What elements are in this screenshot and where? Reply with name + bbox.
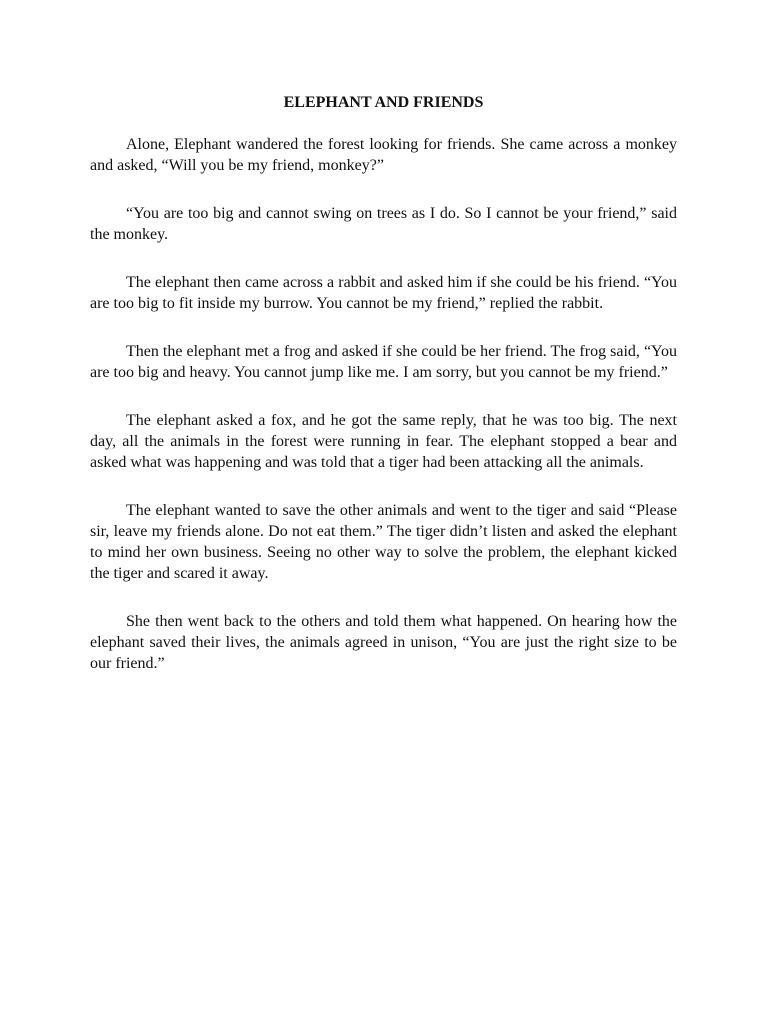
document-title: ELEPHANT AND FRIENDS	[283, 94, 484, 111]
paragraph-3: The elephant then came across a rabbit and asked him if she could be his friend. “You are too big to fit inside my burrow. You cannot be my friend,” replied the rabbit.	[90, 274, 677, 312]
paragraph-2: “You are too big and cannot swing on trees as I do. So I cannot be your friend,” said the monkey.	[90, 205, 677, 243]
paragraph-6: The elephant wanted to save the other animals and went to the tiger and said “Please sir, leave my friends alone. Do not eat them.” The tiger didn’t listen and asked the elephant to mind her own business. Seeing no other way to solve the problem, the elephant kicked the tiger and scared it away.	[90, 502, 677, 582]
paragraph-5: The elephant asked a fox, and he got the same reply, that he was too big. The next day, all the animals in the forest were running in fear. The elephant stopped a bear and asked what was happening and was told that a tiger had been attacking all the animals.	[90, 412, 677, 471]
paragraph-4: Then the elephant met a frog and asked if she could be her friend. The frog said, “You are too big and heavy. You cannot jump like me. I am sorry, but you cannot be my friend.”	[90, 343, 677, 381]
document-page	[90, 92, 677, 701]
paragraph-7: She then went back to the others and told them what happened. On hearing how the elephant saved their lives, the animals agreed in unison, “You are just the right size to be our friend.”	[90, 613, 677, 672]
paragraph-1: Alone, Elephant wandered the forest looking for friends. She came across a monkey and asked, “Will you be my friend, monkey?”	[90, 136, 677, 174]
